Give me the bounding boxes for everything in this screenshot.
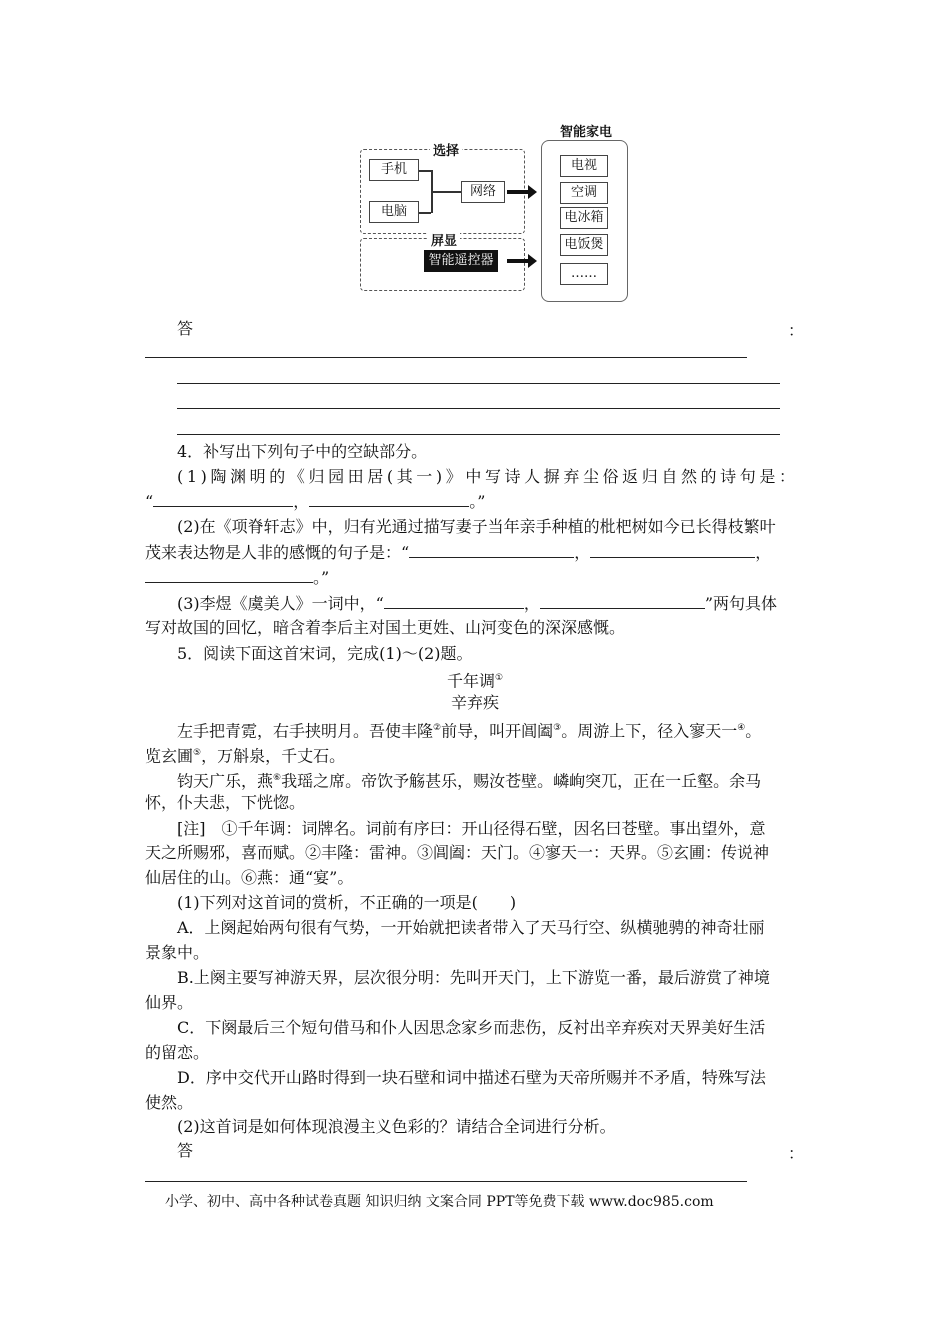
q4-part3-line1 [177, 592, 777, 615]
q5-title: 5．阅读下面这首宋词，完成(1)～(2)题。 [177, 644, 473, 663]
connector-line [431, 191, 461, 193]
poem-line-4: 怀，仆夫悲，下恍惚。 [145, 793, 306, 812]
computer-box: 电脑 [369, 201, 419, 223]
poem-title-note: ① [494, 673, 504, 683]
connector-line [419, 212, 431, 214]
q4-part2-line1: (2)在《项脊轩志》中，归有光通过描写妻子当年亲手种植的枇杷树如今已长得枝繁叶 [177, 517, 776, 536]
blank-field[interactable] [590, 541, 755, 558]
poem-text: 左手把青霓，右手挟明月。吾使丰隆 [177, 721, 434, 741]
appliance-cooker: 电饭煲 [560, 234, 608, 256]
poem-title-text: 千年调 [446, 671, 495, 691]
appliance-ac: 空调 [560, 182, 608, 204]
note-line-1: [注] ①千年调：词牌名。词前有序曰：开山径得石壁，因名曰苍壁。事出望外，意 [177, 819, 766, 838]
option-d-line1: D．序中交代开山路时得到一块石壁和词中描述石壁为天帝所赐并不矛盾，特殊写法 [177, 1068, 766, 1087]
answer-line [177, 434, 780, 435]
poem-text: 览玄圃 [145, 746, 194, 766]
close-quote: 。” [469, 492, 486, 511]
q4-part2-text: 茂来表达物是人非的感慨的句子是：“ [145, 543, 410, 562]
blank-field[interactable] [540, 592, 705, 609]
q4-part1-blanks [145, 490, 485, 513]
footnote-ref: ④ [737, 723, 746, 733]
option-a-line1: A．上阕起始两句很有气势，一开始就把读者带入了天马行空、纵横驰骋的神奇壮丽 [177, 918, 765, 937]
poem-text: 钧天广乐，燕 [177, 771, 274, 791]
poem-line-2 [145, 742, 345, 767]
answer-colon: ： [788, 1144, 805, 1163]
comma: ， [574, 543, 591, 562]
appliance-fridge: 电冰箱 [560, 207, 608, 229]
poem-text: 。 [745, 721, 762, 741]
comma: ， [293, 492, 310, 511]
footnote-ref: ③ [553, 723, 562, 733]
answer-line [145, 357, 747, 358]
answer-colon: ： [788, 321, 805, 340]
q4-part3-start: (3)李煜《虞美人》一词中，“ [177, 594, 384, 613]
remote-box: 智能遥控器 [424, 250, 498, 272]
poem-text: 我瑶之席。帝饮予觞甚乐，赐汝苍壁。嶙峋突兀，正在一丘壑。余马 [281, 771, 762, 791]
option-d-line2: 使然。 [145, 1093, 194, 1112]
answer-label: 答 [177, 1141, 194, 1160]
poem-text: ，万斛泉，千丈石。 [201, 746, 346, 766]
q4-part1: (1)陶渊明的《归园田居(其一)》中写诗人摒弃尘俗返归自然的诗句是： [177, 467, 799, 486]
answer-label: 答 [177, 319, 194, 338]
footnote-ref: ⑤ [193, 748, 202, 758]
footer-text: 小学、初中、高中各种试卷真题 知识归纳 文案合同 PPT等免费下载 www.doc985.com [165, 1194, 714, 1210]
note-line-3: 仙居住的山。⑥燕：通“宴”。 [145, 868, 354, 887]
q4-part2-line3 [145, 566, 329, 589]
open-quote: “ [145, 492, 154, 511]
q4-title: 4．补写出下列句子中的空缺部分。 [177, 442, 428, 461]
blank-field[interactable] [309, 490, 469, 507]
poem-text: 。周游上下，径入寥天一 [561, 721, 738, 741]
option-b-line2: 仙界。 [145, 993, 194, 1012]
poem-title [0, 667, 950, 692]
phone-box: 手机 [369, 159, 419, 181]
poem-line-3 [177, 767, 761, 792]
connector-line [419, 170, 431, 172]
poem-author: 辛弃疾 [450, 693, 499, 712]
blank-field[interactable] [145, 566, 313, 583]
blank-field[interactable] [384, 592, 524, 609]
close-quote: 。” [313, 568, 330, 587]
comma: ， [755, 543, 772, 562]
poem-line-1 [177, 717, 761, 742]
answer-line [177, 383, 780, 384]
appliances-title: 智能家电 [560, 125, 613, 140]
arrow-icon [507, 259, 529, 263]
blank-field[interactable] [409, 541, 574, 558]
sub-question-2: (2)这首词是如何体现浪漫主义色彩的？请结合全词进行分析。 [177, 1117, 616, 1136]
answer-line [177, 408, 780, 409]
arrow-icon [507, 190, 529, 194]
comma: ， [523, 594, 540, 613]
option-c-line1: C．下阕最后三个短句借马和仆人因思念家乡而悲伤，反衬出辛弃疾对天界美好生活 [177, 1018, 766, 1037]
footnote-ref: ⑥ [273, 773, 282, 783]
screen-label: 屏显 [428, 230, 460, 249]
footnote-ref: ② [433, 723, 442, 733]
sub-question-1: (1)下列对这首词的赏析，不正确的一项是( ) [177, 893, 517, 912]
appliance-more: …… [560, 263, 608, 285]
q4-part3-line2: 写对故国的回忆，暗含着李后主对国土更姓、山河变色的深深感慨。 [145, 618, 626, 637]
blank-field[interactable] [153, 490, 293, 507]
q4-part2-line2 [145, 541, 771, 564]
poem-text: 前导，叫开阊阖 [441, 721, 554, 741]
network-box: 网络 [461, 181, 505, 203]
option-c-line2: 的留恋。 [145, 1043, 210, 1062]
answer-line [145, 1181, 747, 1182]
appliance-tv: 电视 [560, 155, 608, 177]
note-line-2: 天之所赐邪，喜而赋。②丰隆：雷神。③阊阖：天门。④寥天一：天界。⑤玄圃：传说神 [145, 843, 770, 862]
option-a-line2: 景象中。 [145, 943, 210, 962]
option-b-line1: B.上阕主要写神游天界，层次很分明：先叫开天门，上下游览一番，最后游赏了神境 [177, 968, 770, 987]
select-label: 选择 [430, 140, 462, 159]
q4-part3-end: ”两句具体 [704, 594, 778, 613]
